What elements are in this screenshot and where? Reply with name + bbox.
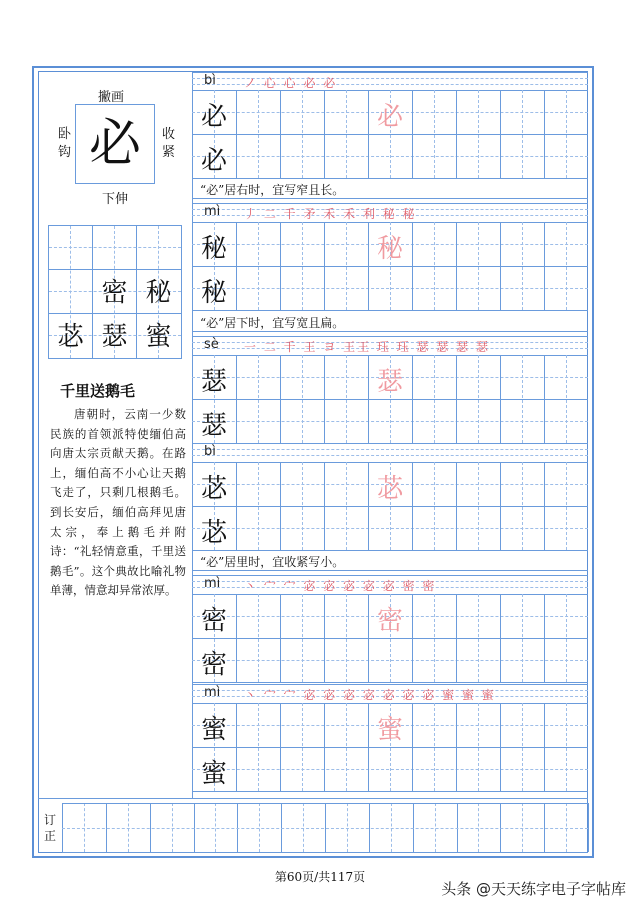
model-row-char: 必 xyxy=(200,146,227,176)
correction-grid-guide xyxy=(62,828,588,829)
row-pinyin: bì xyxy=(204,73,216,88)
grid-guide xyxy=(478,222,479,310)
stroke-hint-bottom: 下伸 xyxy=(102,192,129,207)
grid-line xyxy=(456,462,457,550)
grid-guide xyxy=(434,703,435,791)
grid-line xyxy=(368,355,369,443)
grid-guide xyxy=(302,222,303,310)
grid-guide xyxy=(434,462,435,550)
grid-line xyxy=(280,355,281,443)
model-char-box xyxy=(75,104,155,184)
grid-line xyxy=(456,90,457,178)
grid-line xyxy=(324,462,325,550)
grid-guide xyxy=(522,594,523,682)
grid-line xyxy=(368,462,369,550)
trace-char: 苾 xyxy=(376,474,403,504)
grid-guide xyxy=(478,90,479,178)
grid-line xyxy=(544,90,545,178)
stroke-order: 丿 二 千 矛 禾 禾 利 秘 秘 xyxy=(244,207,417,221)
grid-line xyxy=(456,594,457,682)
grid-line xyxy=(500,222,501,310)
grid-line xyxy=(280,462,281,550)
grid-guide xyxy=(258,222,259,310)
grid-guide xyxy=(258,594,259,682)
grid-guide xyxy=(434,222,435,310)
grid-guide xyxy=(522,462,523,550)
grid-line xyxy=(324,703,325,791)
stroke-hint-top: 撇画 xyxy=(98,90,125,105)
grid-line xyxy=(368,222,369,310)
grid-line xyxy=(412,355,413,443)
grid-char: 瑟 xyxy=(101,322,128,352)
watermark: 头条 @天天练字电子字帖库 xyxy=(441,880,626,898)
grid-line xyxy=(236,355,237,443)
trace-char: 密 xyxy=(376,606,403,636)
note-line xyxy=(192,198,588,199)
grid-guide xyxy=(566,355,567,443)
correction-grid-line xyxy=(62,803,588,804)
char-grid xyxy=(48,225,182,359)
stroke-order: 一 二 千 王 ヨ 王王 珏 珏 瑟 瑟 瑟 瑟 xyxy=(244,340,490,354)
model-row-char: 蜜 xyxy=(200,715,227,745)
grid-line xyxy=(544,462,545,550)
grid-line xyxy=(324,355,325,443)
model-row-char: 秘 xyxy=(200,234,227,264)
grid-guide xyxy=(346,594,347,682)
grid-guide xyxy=(522,90,523,178)
pinyin-line xyxy=(192,443,588,444)
grid-line xyxy=(500,90,501,178)
grid-line xyxy=(544,222,545,310)
pinyin-guide xyxy=(192,455,588,456)
row-pinyin: mì xyxy=(204,685,221,700)
grid-line xyxy=(544,703,545,791)
grid-line xyxy=(412,703,413,791)
grid-guide xyxy=(302,594,303,682)
grid-line xyxy=(456,222,457,310)
grid-guide xyxy=(302,703,303,791)
grid-line xyxy=(192,791,588,792)
model-row-char: 瑟 xyxy=(200,367,227,397)
row-pinyin: bì xyxy=(204,444,216,459)
trace-char: 秘 xyxy=(376,234,403,264)
grid-guide xyxy=(522,222,523,310)
grid-guide xyxy=(258,703,259,791)
grid-line xyxy=(544,355,545,443)
trace-char: 瑟 xyxy=(376,367,403,397)
grid-guide xyxy=(434,90,435,178)
row-pinyin: sè xyxy=(204,337,219,352)
grid-line xyxy=(324,594,325,682)
grid-line xyxy=(500,355,501,443)
model-row-char: 秘 xyxy=(200,278,227,308)
grid-guide xyxy=(302,462,303,550)
note-line xyxy=(192,570,588,571)
grid-guide xyxy=(434,594,435,682)
model-row-char: 密 xyxy=(200,606,227,636)
grid-line xyxy=(500,462,501,550)
grid-line xyxy=(368,90,369,178)
grid-char: 秘 xyxy=(145,278,172,308)
grid-char: 蜜 xyxy=(145,322,172,352)
grid-guide xyxy=(522,703,523,791)
grid-guide xyxy=(566,462,567,550)
correction-grid-line xyxy=(62,852,588,853)
pinyin-line xyxy=(192,72,588,73)
grid-line xyxy=(324,222,325,310)
grid-char: 密 xyxy=(101,278,128,308)
grid-guide xyxy=(258,462,259,550)
note-line xyxy=(192,331,588,332)
model-row-char: 苾 xyxy=(200,518,227,548)
grid-guide xyxy=(478,355,479,443)
grid-line xyxy=(280,90,281,178)
pinyin-line xyxy=(192,684,588,685)
pinyin-guide xyxy=(192,449,588,450)
grid-guide xyxy=(478,594,479,682)
pinyin-line xyxy=(192,203,588,204)
grid-line xyxy=(192,178,588,179)
grid-guide xyxy=(346,90,347,178)
grid-line xyxy=(280,594,281,682)
model-row-char: 蜜 xyxy=(200,759,227,789)
stroke-order: ノ 心 心 必 必 xyxy=(244,76,338,90)
grid-line xyxy=(368,594,369,682)
story-text: 唐朝时，云南一少数民族的首领派特使缅伯高向唐太宗贡献天鹅。在路上，缅伯高不小心让天鹅飞走了，只剩几根鹅毛。到长安后，缅伯高拜见唐太宗，奉上鹅毛并附诗：“礼轻情意重，千里送鹅毛”。这个典故比喻礼物单薄，情意却异常浓厚。 xyxy=(50,407,186,598)
grid-line xyxy=(500,594,501,682)
model-row-char: 密 xyxy=(200,650,227,680)
grid-line xyxy=(412,90,413,178)
grid-line xyxy=(236,462,237,550)
grid-guide xyxy=(566,703,567,791)
grid-guide xyxy=(566,594,567,682)
grid-guide xyxy=(434,355,435,443)
stroke-order: 丶 宀 宀 宓 宓 宓 宓 宓 密 密 xyxy=(244,579,437,593)
grid-guide xyxy=(302,355,303,443)
correction-grid-line xyxy=(588,803,589,852)
grid-guide xyxy=(522,355,523,443)
trace-char: 必 xyxy=(376,102,403,132)
grid-guide xyxy=(346,222,347,310)
grid-char: 苾 xyxy=(57,322,84,352)
row-note: “必”居下时，宜写宽且扁。 xyxy=(200,316,345,330)
grid-line xyxy=(236,703,237,791)
model-row-char: 苾 xyxy=(200,474,227,504)
grid-guide xyxy=(566,222,567,310)
grid-line xyxy=(236,90,237,178)
correction-label: 订正 xyxy=(44,813,57,843)
pinyin-line xyxy=(192,336,588,337)
grid-line xyxy=(324,90,325,178)
grid-line xyxy=(192,310,588,311)
row-pinyin: mì xyxy=(204,204,221,219)
grid-guide xyxy=(258,355,259,443)
grid-guide xyxy=(478,462,479,550)
grid-guide xyxy=(302,90,303,178)
stroke-order: 丶 宀 宀 宓 宓 宓 宓 宓 宓 宓 蜜 蜜 蜜 xyxy=(244,688,496,702)
stroke-hint-left: 卧钩 xyxy=(58,127,72,160)
grid-line xyxy=(236,594,237,682)
grid-line xyxy=(368,703,369,791)
stroke-hint-right: 收紧 xyxy=(162,127,176,160)
grid-line xyxy=(192,682,588,683)
row-pinyin: mì xyxy=(204,576,221,591)
grid-line xyxy=(280,222,281,310)
page-number: 第60页/共117页 xyxy=(274,870,366,884)
grid-guide xyxy=(346,355,347,443)
grid-line xyxy=(412,594,413,682)
grid-line xyxy=(192,550,588,551)
grid-line xyxy=(280,703,281,791)
grid-line xyxy=(412,222,413,310)
pinyin-line xyxy=(192,575,588,576)
grid-line xyxy=(412,462,413,550)
model-char: 必 xyxy=(88,114,141,174)
grid-line xyxy=(456,703,457,791)
row-note: “必”居右时，宜写窄且长。 xyxy=(200,183,345,197)
grid-guide xyxy=(258,90,259,178)
trace-char: 蜜 xyxy=(376,715,403,745)
grid-line xyxy=(544,594,545,682)
grid-line xyxy=(500,703,501,791)
grid-guide xyxy=(346,703,347,791)
grid-line xyxy=(236,222,237,310)
grid-line xyxy=(456,355,457,443)
row-note: “必”居里时，宜收紧写小。 xyxy=(200,555,345,569)
grid-guide xyxy=(346,462,347,550)
model-row-char: 瑟 xyxy=(200,411,227,441)
grid-guide xyxy=(566,90,567,178)
grid-guide xyxy=(478,703,479,791)
story-title: 千里送鹅毛 xyxy=(60,382,136,400)
model-row-char: 必 xyxy=(200,102,227,132)
